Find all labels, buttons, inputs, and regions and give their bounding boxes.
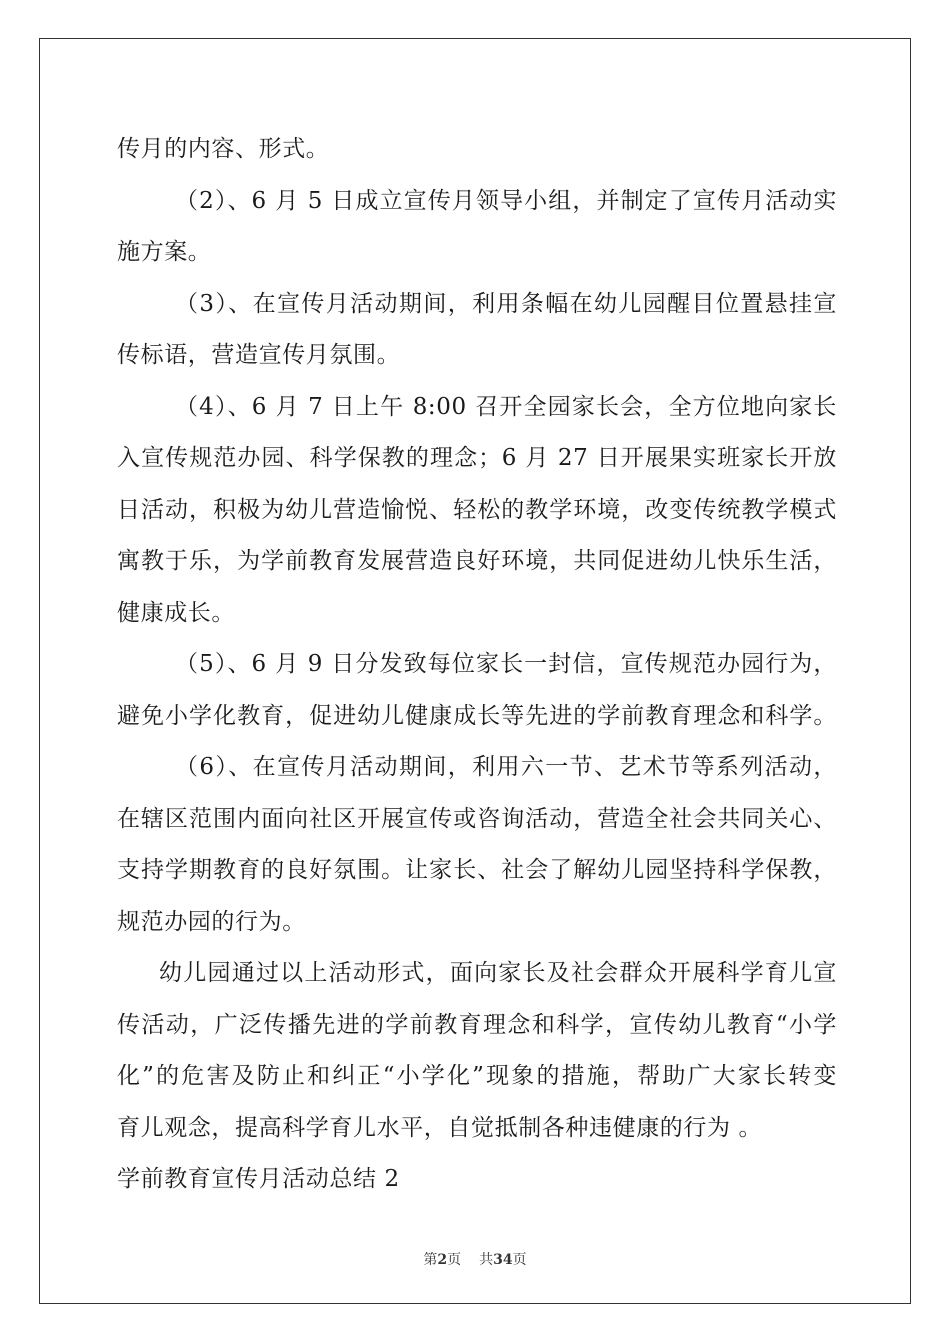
text-line: （2）、6 月 5 日成立宣传月领导小组，并制定了宣传月活动实 xyxy=(175,187,837,214)
text-line: 入宣传规范办园、科学保教的理念；6 月 27 日开展果实班家长开放 xyxy=(117,445,837,471)
text-line: 传月的内容、形式。 xyxy=(117,136,330,162)
page-number: 2 xyxy=(437,1252,448,1268)
text-line: （4）、6 月 7 日上午 8:00 召开全园家长会，全方位地向家长 xyxy=(175,393,837,420)
document-body xyxy=(117,124,837,1206)
text-line: （3）、在宣传月活动期间，利用条幅在幼儿园醒目位置悬挂宣 xyxy=(175,290,837,317)
text-line: 施方案。 xyxy=(117,239,212,265)
total-suffix: 页 xyxy=(512,1252,527,1268)
text-line: （6）、在宣传月活动期间，利用六一节、艺术节等系列活动， xyxy=(175,754,837,780)
page-suffix: 页 xyxy=(447,1252,462,1268)
text-line: 传标语，营造宣传月氛围。 xyxy=(117,342,401,368)
section-heading: 学前教育宣传月活动总结 2 xyxy=(117,1166,400,1192)
text-line: 化”的危害及防止和纠正“小学化”现象的措施，帮助广大家长转变 xyxy=(117,1063,837,1089)
page-prefix: 第 xyxy=(423,1252,438,1268)
text-line: 健康成长。 xyxy=(117,599,235,626)
total-pages: 34 xyxy=(493,1252,513,1268)
text-line: 传活动，广泛传播先进的学前教育理念和科学，宣传幼儿教育“小学 xyxy=(117,1011,837,1038)
text-line: 育儿观念，提高科学育儿水平，自觉抵制各种违健康的行为 。 xyxy=(117,1114,763,1141)
text-line: 规范办园的行为。 xyxy=(117,908,306,935)
text-line: 避免小学化教育，促进幼儿健康成长等先进的学前教育理念和科学。 xyxy=(117,702,837,729)
text-line: 日活动，积极为幼儿营造愉悦、轻松的教学环境，改变传统教学模式 xyxy=(117,496,837,523)
text-line: 寓教于乐，为学前教育发展营造良好环境，共同促进幼儿快乐生活， xyxy=(117,548,837,574)
page-footer xyxy=(0,1249,950,1269)
text-line: 支持学期教育的良好氛围。让家长、社会了解幼儿园坚持科学保教， xyxy=(117,857,837,883)
text-line: （5）、6 月 9 日分发致每位家长一封信，宣传规范办园行为， xyxy=(175,651,837,677)
total-prefix: 共 xyxy=(479,1252,494,1268)
text-line: 在辖区范围内面向社区开展宣传或咨询活动，营造全社会共同关心、 xyxy=(117,805,837,832)
text-line: 幼儿园通过以上活动形式，面向家长及社会群众开展科学育儿宣 xyxy=(159,960,837,986)
